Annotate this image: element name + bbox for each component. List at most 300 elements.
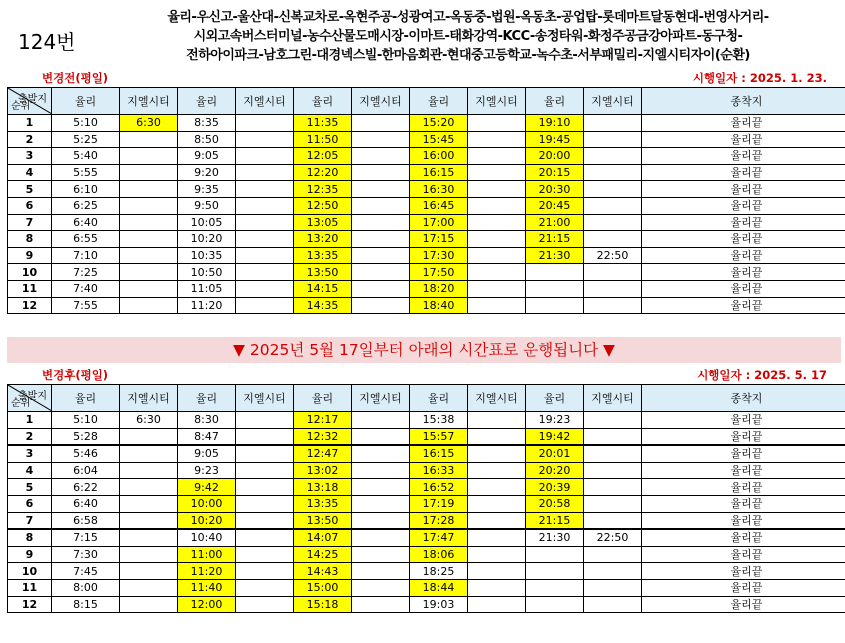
departure-time-cell bbox=[352, 495, 410, 512]
column-header: 율리 bbox=[52, 88, 120, 115]
departure-time-cell bbox=[352, 297, 410, 314]
destination-cell: 율리끝 bbox=[642, 462, 845, 479]
departure-time-cell: 13:35 bbox=[294, 247, 352, 264]
departure-time-cell bbox=[468, 445, 526, 462]
departure-time-cell: 11:40 bbox=[178, 579, 236, 596]
departure-time-cell bbox=[120, 297, 178, 314]
destination-cell: 율리끝 bbox=[642, 148, 845, 165]
departure-time-cell bbox=[236, 115, 294, 132]
departure-time-cell bbox=[584, 115, 642, 132]
route-number: 124번 bbox=[18, 30, 76, 54]
departure-time-cell: 20:15 bbox=[526, 164, 584, 181]
destination-cell: 율리끝 bbox=[642, 596, 845, 613]
column-header: 율리 bbox=[526, 88, 584, 115]
header-corner bbox=[8, 88, 52, 115]
departure-time-cell: 17:15 bbox=[410, 231, 468, 248]
departure-time-cell: 16:30 bbox=[410, 181, 468, 198]
departure-time-cell: 10:05 bbox=[178, 214, 236, 231]
departure-time-cell: 12:17 bbox=[294, 412, 352, 429]
row-sequence: 5 bbox=[8, 181, 52, 198]
departure-time-cell bbox=[526, 546, 584, 563]
table-row bbox=[8, 412, 845, 429]
row-sequence: 8 bbox=[8, 529, 52, 546]
departure-time-cell bbox=[584, 412, 642, 429]
departure-time-cell: 8:15 bbox=[52, 596, 120, 613]
row-sequence: 1 bbox=[8, 115, 52, 132]
departure-time-cell: 14:07 bbox=[294, 529, 352, 546]
departure-time-cell bbox=[468, 495, 526, 512]
departure-time-cell: 17:50 bbox=[410, 264, 468, 281]
departure-time-cell bbox=[120, 428, 178, 445]
departure-time-cell: 16:00 bbox=[410, 148, 468, 165]
departure-time-cell bbox=[468, 546, 526, 563]
departure-time-cell bbox=[584, 445, 642, 462]
departure-time-cell: 5:10 bbox=[52, 412, 120, 429]
destination-cell: 율리끝 bbox=[642, 563, 845, 580]
departure-time-cell: 5:25 bbox=[52, 131, 120, 148]
departure-time-cell bbox=[526, 596, 584, 613]
departure-time-cell bbox=[584, 164, 642, 181]
departure-time-cell: 13:50 bbox=[294, 512, 352, 529]
departure-time-cell bbox=[352, 428, 410, 445]
after-label: 변경후(평일) bbox=[42, 368, 109, 382]
departure-time-cell: 11:00 bbox=[178, 546, 236, 563]
departure-time-cell: 12:20 bbox=[294, 164, 352, 181]
table-row bbox=[8, 247, 845, 264]
departure-time-cell: 16:45 bbox=[410, 197, 468, 214]
departure-time-cell bbox=[236, 412, 294, 429]
departure-time-cell: 6:40 bbox=[52, 214, 120, 231]
departure-time-cell: 8:30 bbox=[178, 412, 236, 429]
column-header: 종착지 bbox=[642, 88, 845, 115]
before-effective-date: 시행일자 : 2025. 1. 23. bbox=[692, 71, 827, 85]
departure-time-cell bbox=[352, 563, 410, 580]
departure-time-cell: 12:50 bbox=[294, 197, 352, 214]
row-sequence: 10 bbox=[8, 264, 52, 281]
departure-time-cell: 9:23 bbox=[178, 462, 236, 479]
departure-time-cell bbox=[120, 247, 178, 264]
corner-origin-label: 출발지 bbox=[18, 94, 47, 105]
departure-time-cell bbox=[236, 512, 294, 529]
departure-time-cell bbox=[120, 495, 178, 512]
departure-time-cell: 16:33 bbox=[410, 462, 468, 479]
departure-time-cell: 6:10 bbox=[52, 181, 120, 198]
departure-time-cell: 6:55 bbox=[52, 231, 120, 248]
column-header: 지엘시티 bbox=[120, 88, 178, 115]
departure-time-cell: 6:40 bbox=[52, 495, 120, 512]
column-header: 율리 bbox=[294, 88, 352, 115]
table-row bbox=[8, 115, 845, 132]
departure-time-cell bbox=[236, 214, 294, 231]
departure-time-cell: 19:03 bbox=[410, 596, 468, 613]
corner-origin-label: 출발지 bbox=[18, 391, 47, 402]
departure-time-cell: 22:50 bbox=[584, 529, 642, 546]
departure-time-cell bbox=[526, 297, 584, 314]
departure-time-cell: 9:05 bbox=[178, 148, 236, 165]
departure-time-cell: 13:02 bbox=[294, 462, 352, 479]
departure-time-cell bbox=[120, 214, 178, 231]
table-row bbox=[8, 479, 845, 496]
departure-time-cell bbox=[120, 479, 178, 496]
column-header: 지엘시티 bbox=[352, 88, 410, 115]
departure-time-cell: 10:40 bbox=[178, 529, 236, 546]
departure-time-cell bbox=[120, 164, 178, 181]
column-header: 율리 bbox=[294, 385, 352, 412]
destination-cell: 율리끝 bbox=[642, 529, 845, 546]
departure-time-cell bbox=[236, 495, 294, 512]
route-description bbox=[108, 8, 828, 65]
departure-time-cell: 15:00 bbox=[294, 579, 352, 596]
departure-time-cell bbox=[468, 247, 526, 264]
column-header: 율리 bbox=[410, 385, 468, 412]
route-line: 시외고속버스터미널-농수산물도매시장-이마트-태화강역-KCC-송정타워-화정주공금강아파트-동구청- bbox=[193, 29, 743, 44]
after-effective-date: 시행일자 : 2025. 5. 17 bbox=[697, 368, 827, 382]
destination-cell: 율리끝 bbox=[642, 579, 845, 596]
column-header: 율리 bbox=[52, 385, 120, 412]
row-sequence: 2 bbox=[8, 428, 52, 445]
column-header: 율리 bbox=[178, 385, 236, 412]
row-sequence: 12 bbox=[8, 297, 52, 314]
departure-time-cell bbox=[236, 247, 294, 264]
destination-cell: 율리끝 bbox=[642, 197, 845, 214]
column-header: 지엘시티 bbox=[584, 88, 642, 115]
departure-time-cell: 9:35 bbox=[178, 181, 236, 198]
departure-time-cell bbox=[584, 280, 642, 297]
departure-time-cell: 10:50 bbox=[178, 264, 236, 281]
departure-time-cell bbox=[584, 512, 642, 529]
departure-time-cell bbox=[468, 563, 526, 580]
departure-time-cell: 20:58 bbox=[526, 495, 584, 512]
departure-time-cell: 13:50 bbox=[294, 264, 352, 281]
departure-time-cell bbox=[468, 231, 526, 248]
departure-time-cell bbox=[236, 181, 294, 198]
departure-time-cell: 7:25 bbox=[52, 264, 120, 281]
destination-cell: 율리끝 bbox=[642, 297, 845, 314]
departure-time-cell: 12:00 bbox=[178, 596, 236, 613]
departure-time-cell bbox=[584, 462, 642, 479]
departure-time-cell: 14:15 bbox=[294, 280, 352, 297]
row-sequence: 4 bbox=[8, 462, 52, 479]
row-sequence: 11 bbox=[8, 579, 52, 596]
table-row bbox=[8, 579, 845, 596]
destination-cell: 율리끝 bbox=[642, 428, 845, 445]
destination-cell: 율리끝 bbox=[642, 412, 845, 429]
departure-time-cell bbox=[584, 181, 642, 198]
departure-time-cell bbox=[120, 596, 178, 613]
departure-time-cell bbox=[468, 148, 526, 165]
destination-cell: 율리끝 bbox=[642, 512, 845, 529]
departure-time-cell bbox=[236, 479, 294, 496]
departure-time-cell: 19:42 bbox=[526, 428, 584, 445]
row-sequence: 1 bbox=[8, 412, 52, 429]
departure-time-cell bbox=[584, 231, 642, 248]
row-sequence: 9 bbox=[8, 247, 52, 264]
departure-time-cell bbox=[352, 579, 410, 596]
row-sequence: 11 bbox=[8, 280, 52, 297]
departure-time-cell: 13:20 bbox=[294, 231, 352, 248]
departure-time-cell: 21:15 bbox=[526, 231, 584, 248]
departure-time-cell: 17:28 bbox=[410, 512, 468, 529]
departure-time-cell bbox=[468, 428, 526, 445]
departure-time-cell: 11:20 bbox=[178, 563, 236, 580]
table-row bbox=[8, 214, 845, 231]
destination-cell: 율리끝 bbox=[642, 214, 845, 231]
departure-time-cell: 20:20 bbox=[526, 462, 584, 479]
departure-time-cell bbox=[120, 563, 178, 580]
departure-time-cell bbox=[352, 148, 410, 165]
departure-time-cell: 7:55 bbox=[52, 297, 120, 314]
departure-time-cell bbox=[120, 181, 178, 198]
departure-time-cell: 10:20 bbox=[178, 512, 236, 529]
departure-time-cell bbox=[352, 247, 410, 264]
corner-order-label: 순위 bbox=[11, 101, 31, 112]
departure-time-cell: 13:35 bbox=[294, 495, 352, 512]
departure-time-cell bbox=[236, 280, 294, 297]
departure-time-cell: 18:40 bbox=[410, 297, 468, 314]
departure-time-cell: 7:15 bbox=[52, 529, 120, 546]
table-row bbox=[8, 512, 845, 529]
departure-time-cell bbox=[468, 214, 526, 231]
destination-cell: 율리끝 bbox=[642, 479, 845, 496]
departure-time-cell bbox=[236, 164, 294, 181]
departure-time-cell bbox=[584, 596, 642, 613]
departure-time-cell bbox=[468, 412, 526, 429]
corner-order-label: 순위 bbox=[11, 398, 31, 409]
departure-time-cell bbox=[120, 131, 178, 148]
departure-time-cell: 20:30 bbox=[526, 181, 584, 198]
departure-time-cell: 19:23 bbox=[526, 412, 584, 429]
departure-time-cell bbox=[468, 164, 526, 181]
departure-time-cell bbox=[236, 231, 294, 248]
departure-time-cell: 11:50 bbox=[294, 131, 352, 148]
row-sequence: 5 bbox=[8, 479, 52, 496]
departure-time-cell: 10:00 bbox=[178, 495, 236, 512]
header-corner bbox=[8, 385, 52, 412]
departure-time-cell bbox=[468, 596, 526, 613]
row-sequence: 2 bbox=[8, 131, 52, 148]
departure-time-cell: 6:22 bbox=[52, 479, 120, 496]
departure-time-cell bbox=[526, 280, 584, 297]
departure-time-cell: 11:20 bbox=[178, 297, 236, 314]
timetable-after bbox=[7, 384, 845, 613]
departure-time-cell bbox=[352, 115, 410, 132]
departure-time-cell bbox=[352, 280, 410, 297]
destination-cell: 율리끝 bbox=[642, 131, 845, 148]
departure-time-cell bbox=[236, 563, 294, 580]
departure-time-cell: 15:57 bbox=[410, 428, 468, 445]
departure-time-cell: 6:30 bbox=[120, 412, 178, 429]
departure-time-cell: 20:39 bbox=[526, 479, 584, 496]
departure-time-cell: 7:10 bbox=[52, 247, 120, 264]
departure-time-cell bbox=[468, 579, 526, 596]
row-sequence: 10 bbox=[8, 563, 52, 580]
departure-time-cell bbox=[584, 264, 642, 281]
destination-cell: 율리끝 bbox=[642, 181, 845, 198]
departure-time-cell: 14:35 bbox=[294, 297, 352, 314]
departure-time-cell: 15:18 bbox=[294, 596, 352, 613]
departure-time-cell: 5:28 bbox=[52, 428, 120, 445]
departure-time-cell: 9:05 bbox=[178, 445, 236, 462]
departure-time-cell bbox=[468, 479, 526, 496]
departure-time-cell: 14:43 bbox=[294, 563, 352, 580]
departure-time-cell: 18:44 bbox=[410, 579, 468, 596]
departure-time-cell: 17:00 bbox=[410, 214, 468, 231]
departure-time-cell bbox=[120, 546, 178, 563]
departure-time-cell: 22:50 bbox=[584, 247, 642, 264]
departure-time-cell bbox=[526, 264, 584, 281]
departure-time-cell: 16:15 bbox=[410, 164, 468, 181]
departure-time-cell bbox=[352, 231, 410, 248]
departure-time-cell bbox=[120, 512, 178, 529]
departure-time-cell bbox=[236, 131, 294, 148]
departure-time-cell: 5:55 bbox=[52, 164, 120, 181]
departure-time-cell bbox=[236, 428, 294, 445]
departure-time-cell bbox=[236, 579, 294, 596]
departure-time-cell bbox=[236, 148, 294, 165]
column-header: 지엘시티 bbox=[236, 385, 294, 412]
departure-time-cell: 19:10 bbox=[526, 115, 584, 132]
departure-time-cell: 21:15 bbox=[526, 512, 584, 529]
departure-time-cell: 5:40 bbox=[52, 148, 120, 165]
table-row bbox=[8, 148, 845, 165]
departure-time-cell bbox=[584, 479, 642, 496]
table-row bbox=[8, 596, 845, 613]
column-header: 지엘시티 bbox=[120, 385, 178, 412]
departure-time-cell bbox=[120, 280, 178, 297]
table-row bbox=[8, 231, 845, 248]
departure-time-cell bbox=[120, 231, 178, 248]
departure-time-cell bbox=[584, 546, 642, 563]
row-sequence: 9 bbox=[8, 546, 52, 563]
departure-time-cell: 21:00 bbox=[526, 214, 584, 231]
row-sequence: 3 bbox=[8, 445, 52, 462]
row-sequence: 7 bbox=[8, 512, 52, 529]
departure-time-cell bbox=[236, 546, 294, 563]
departure-time-cell bbox=[584, 579, 642, 596]
departure-time-cell: 10:35 bbox=[178, 247, 236, 264]
table-row bbox=[8, 495, 845, 512]
departure-time-cell bbox=[120, 197, 178, 214]
destination-cell: 율리끝 bbox=[642, 280, 845, 297]
column-header: 율리 bbox=[526, 385, 584, 412]
table-row bbox=[8, 197, 845, 214]
departure-time-cell: 13:18 bbox=[294, 479, 352, 496]
departure-time-cell: 8:47 bbox=[178, 428, 236, 445]
departure-time-cell: 12:35 bbox=[294, 181, 352, 198]
table-row bbox=[8, 445, 845, 462]
departure-time-cell bbox=[352, 197, 410, 214]
departure-time-cell bbox=[468, 131, 526, 148]
departure-time-cell bbox=[526, 579, 584, 596]
departure-time-cell: 18:25 bbox=[410, 563, 468, 580]
row-sequence: 6 bbox=[8, 197, 52, 214]
departure-time-cell: 20:45 bbox=[526, 197, 584, 214]
departure-time-cell bbox=[236, 197, 294, 214]
departure-time-cell bbox=[352, 131, 410, 148]
departure-time-cell: 6:58 bbox=[52, 512, 120, 529]
departure-time-cell: 18:20 bbox=[410, 280, 468, 297]
departure-time-cell bbox=[584, 495, 642, 512]
row-sequence: 6 bbox=[8, 495, 52, 512]
departure-time-cell: 12:05 bbox=[294, 148, 352, 165]
table-row bbox=[8, 280, 845, 297]
column-header: 지엘시티 bbox=[584, 385, 642, 412]
departure-time-cell bbox=[352, 164, 410, 181]
departure-time-cell bbox=[352, 529, 410, 546]
departure-time-cell bbox=[584, 563, 642, 580]
destination-cell: 율리끝 bbox=[642, 264, 845, 281]
departure-time-cell bbox=[352, 181, 410, 198]
departure-time-cell bbox=[236, 596, 294, 613]
departure-time-cell: 5:46 bbox=[52, 445, 120, 462]
column-header: 율리 bbox=[410, 88, 468, 115]
departure-time-cell: 11:05 bbox=[178, 280, 236, 297]
departure-time-cell: 17:30 bbox=[410, 247, 468, 264]
departure-time-cell: 7:30 bbox=[52, 546, 120, 563]
table-row bbox=[8, 297, 845, 314]
departure-time-cell: 7:40 bbox=[52, 280, 120, 297]
departure-time-cell: 5:10 bbox=[52, 115, 120, 132]
departure-time-cell: 15:45 bbox=[410, 131, 468, 148]
departure-time-cell: 20:00 bbox=[526, 148, 584, 165]
departure-time-cell bbox=[120, 445, 178, 462]
departure-time-cell: 18:06 bbox=[410, 546, 468, 563]
departure-time-cell bbox=[236, 529, 294, 546]
departure-time-cell bbox=[468, 197, 526, 214]
table-row bbox=[8, 428, 845, 445]
departure-time-cell bbox=[584, 197, 642, 214]
departure-time-cell bbox=[468, 264, 526, 281]
departure-time-cell bbox=[468, 297, 526, 314]
departure-time-cell bbox=[468, 181, 526, 198]
departure-time-cell: 11:35 bbox=[294, 115, 352, 132]
departure-time-cell bbox=[352, 264, 410, 281]
departure-time-cell bbox=[352, 479, 410, 496]
destination-cell: 율리끝 bbox=[642, 115, 845, 132]
departure-time-cell bbox=[468, 280, 526, 297]
table-row bbox=[8, 529, 845, 546]
column-header: 율리 bbox=[178, 88, 236, 115]
departure-time-cell bbox=[584, 148, 642, 165]
departure-time-cell: 15:20 bbox=[410, 115, 468, 132]
column-header: 지엘시티 bbox=[468, 88, 526, 115]
departure-time-cell bbox=[352, 512, 410, 529]
column-header: 종착지 bbox=[642, 385, 845, 412]
departure-time-cell: 7:45 bbox=[52, 563, 120, 580]
row-sequence: 4 bbox=[8, 164, 52, 181]
departure-time-cell: 9:20 bbox=[178, 164, 236, 181]
departure-time-cell bbox=[352, 546, 410, 563]
departure-time-cell bbox=[584, 428, 642, 445]
departure-time-cell: 8:50 bbox=[178, 131, 236, 148]
departure-time-cell bbox=[584, 214, 642, 231]
departure-time-cell bbox=[120, 148, 178, 165]
departure-time-cell bbox=[120, 529, 178, 546]
departure-time-cell bbox=[236, 462, 294, 479]
timetable-before bbox=[7, 87, 845, 314]
departure-time-cell: 17:19 bbox=[410, 495, 468, 512]
departure-time-cell bbox=[352, 412, 410, 429]
departure-time-cell bbox=[526, 563, 584, 580]
departure-time-cell: 10:20 bbox=[178, 231, 236, 248]
change-notice-banner: ▼ 2025년 5월 17일부터 아래의 시간표로 운행됩니다 ▼ bbox=[7, 337, 841, 363]
departure-time-cell bbox=[352, 596, 410, 613]
departure-time-cell: 21:30 bbox=[526, 529, 584, 546]
table-row bbox=[8, 462, 845, 479]
departure-time-cell: 6:04 bbox=[52, 462, 120, 479]
departure-time-cell: 14:25 bbox=[294, 546, 352, 563]
departure-time-cell: 6:30 bbox=[120, 115, 178, 132]
